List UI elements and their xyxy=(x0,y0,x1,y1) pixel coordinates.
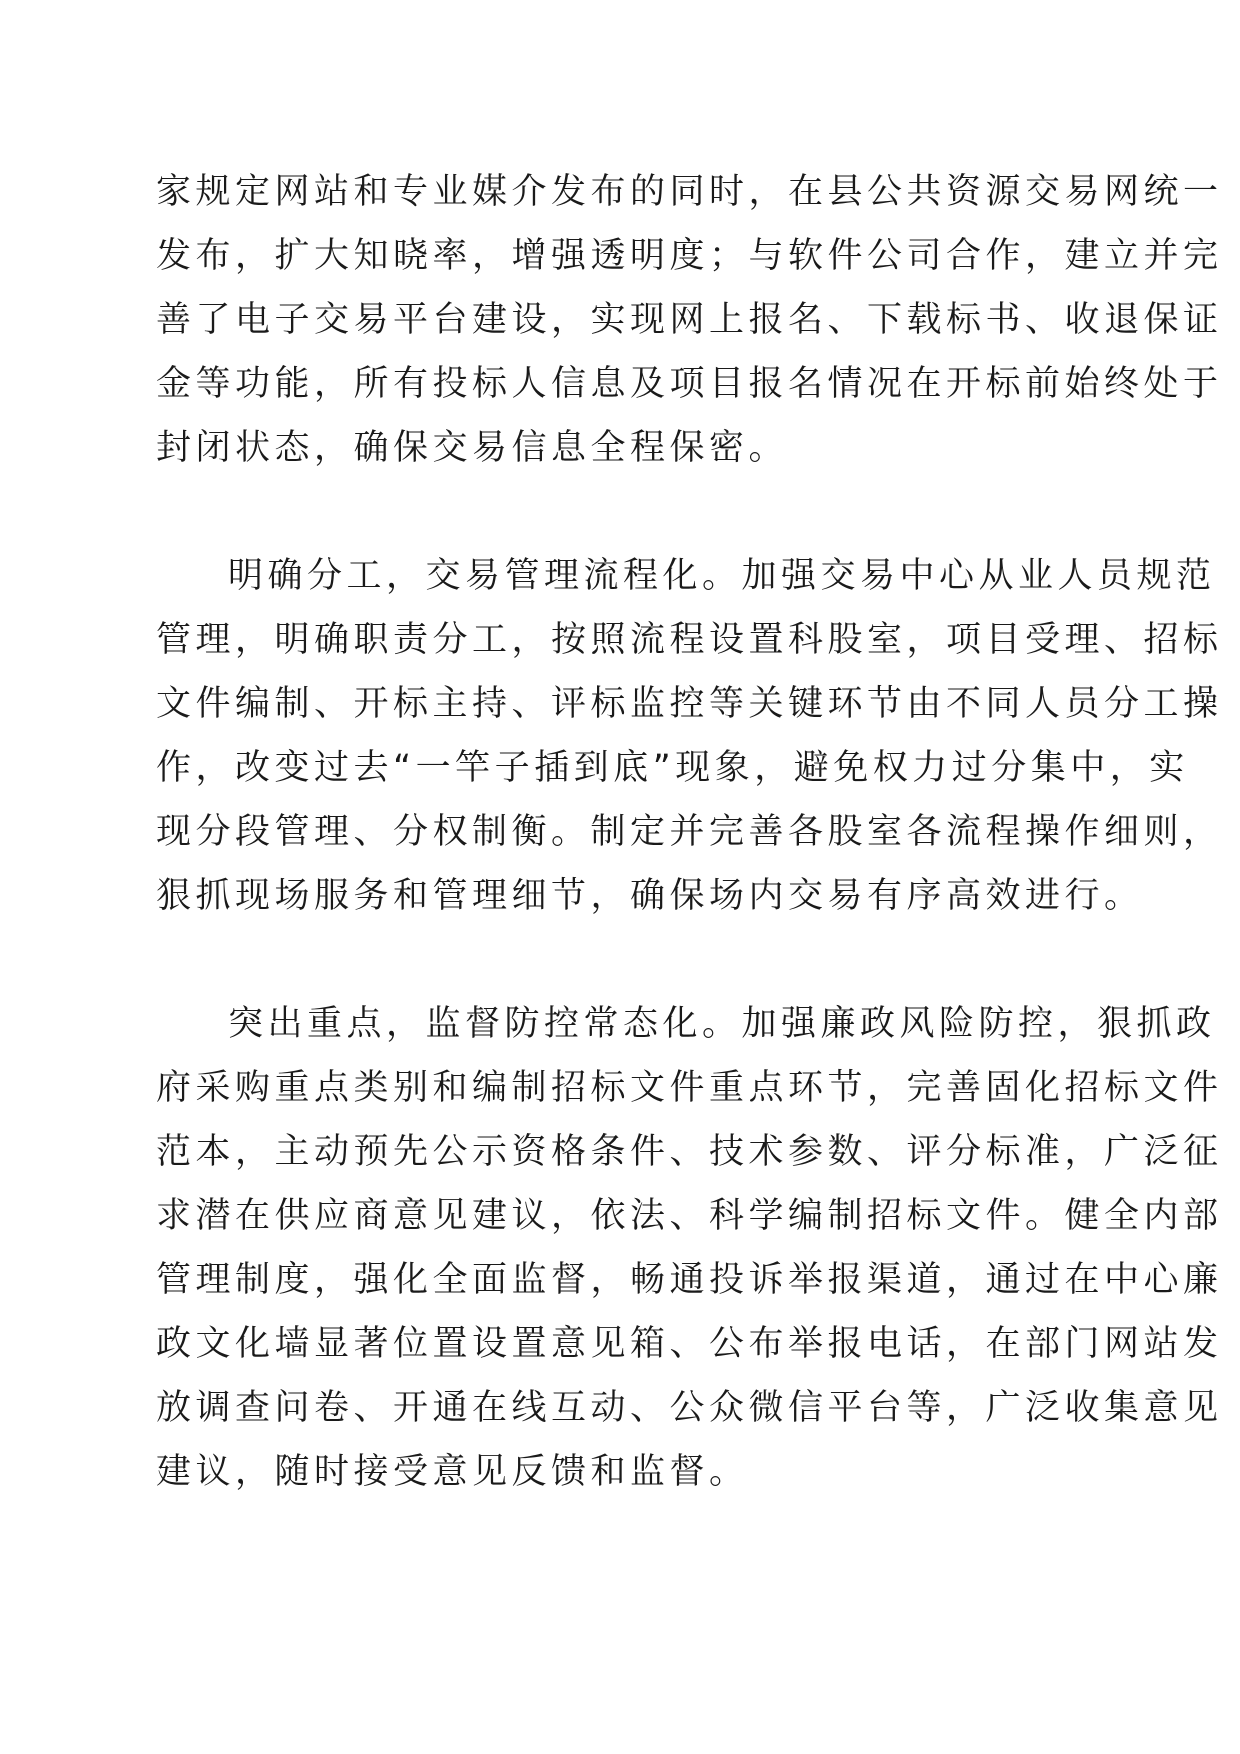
document-body xyxy=(156,160,1223,1504)
paragraph-line: 管理，明确职责分工，按照流程设置科股室，项目受理、招标 xyxy=(156,620,1223,660)
paragraph-line: 封闭状态，确保交易信息全程保密。 xyxy=(156,428,789,468)
paragraph-line: 发布，扩大知晓率，增强透明度；与软件公司合作，建立并完 xyxy=(156,236,1223,276)
paragraph-line: 文件编制、开标主持、评标监控等关键环节由不同人员分工操 xyxy=(156,684,1223,724)
paragraph-line: 放调查问卷、开通在线互动、公众微信平台等，广泛收集意见 xyxy=(156,1388,1223,1428)
paragraph-line: 善了电子交易平台建设，实现网上报名、下载标书、收退保证 xyxy=(156,300,1223,340)
paragraph-line: 现分段管理、分权制衡。制定并完善各股室各流程操作细则， xyxy=(156,812,1223,852)
paragraph-1 xyxy=(156,160,1223,480)
paragraph-line: 建议，随时接受意见反馈和监督。 xyxy=(156,1452,749,1492)
paragraph-3 xyxy=(156,992,1223,1504)
paragraph-line: 金等功能，所有投标人信息及项目报名情况在开标前始终处于 xyxy=(156,364,1223,404)
paragraph-line: 狠抓现场服务和管理细节，确保场内交易有序高效进行。 xyxy=(156,876,1144,916)
paragraph-line: 范本，主动预先公示资格条件、技术参数、评分标准，广泛征 xyxy=(156,1132,1223,1172)
paragraph-line: 府采购重点类别和编制招标文件重点环节，完善固化招标文件 xyxy=(156,1068,1223,1108)
paragraph-line: 作，改变过去“一竿子插到底”现象，避免权力过分集中，实 xyxy=(156,748,1189,788)
paragraph-2 xyxy=(156,544,1223,928)
paragraph-first-line: 明确分工，交易管理流程化。加强交易中心从业人员规范 xyxy=(228,556,1216,596)
paragraph-line: 管理制度，强化全面监督，畅通投诉举报渠道，通过在中心廉 xyxy=(156,1260,1223,1300)
paragraph-line: 政文化墙显著位置设置意见箱、公布举报电话，在部门网站发 xyxy=(156,1324,1223,1364)
paragraph-line: 求潜在供应商意见建议，依法、科学编制招标文件。健全内部 xyxy=(156,1196,1223,1236)
paragraph-first-line: 突出重点，监督防控常态化。加强廉政风险防控，狠抓政 xyxy=(228,1004,1216,1044)
paragraph-line: 家规定网站和专业媒介发布的同时，在县公共资源交易网统一 xyxy=(156,172,1223,212)
